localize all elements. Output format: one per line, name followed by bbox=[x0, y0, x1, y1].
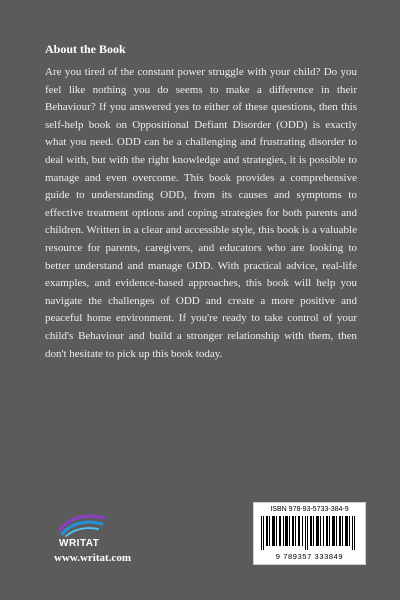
publisher-name: WRITAT bbox=[59, 538, 100, 549]
about-heading: About the Book bbox=[45, 42, 126, 56]
isbn-label: ISBN 978-93-5733-384-9 bbox=[270, 506, 349, 513]
publisher-block bbox=[50, 512, 170, 582]
barcode-digits: 9 789357 333849 bbox=[275, 552, 344, 561]
barcode-icon bbox=[260, 516, 359, 550]
publisher-url: www.writat.com bbox=[54, 552, 131, 564]
writat-swirl-logo-icon bbox=[58, 512, 106, 538]
book-description: Are you tired of the constant power struggle with your child? Do you feel like nothing you do seems to make a difference in their Behaviour? If you answered yes to either of these questions, then this self-help book on Oppositional Defiant Disorder (ODD) is exactly what you need. ODD can be a challenging and frustrating disorder to deal with, but with the right knowledge and strategies, it is possible to manage and even overcome. This book provides a comprehensive guide to understanding ODD, from its causes and symptoms to effective treatment options and coping strategies for both parents and children. Written in a clear and accessible style, this book is a valuable resource for parents, caregivers, and educators who are looking to better understand and manage ODD. With practical advice, real-life examples, and evidence-based approaches, this book will help you navigate the challenges of ODD and create a more positive and peaceful home environment. If you're ready to take control of your child's Behaviour and build a stronger relationship with them, then don't hesitate to pick up this book today. bbox=[45, 66, 357, 360]
isbn-barcode bbox=[253, 502, 366, 565]
